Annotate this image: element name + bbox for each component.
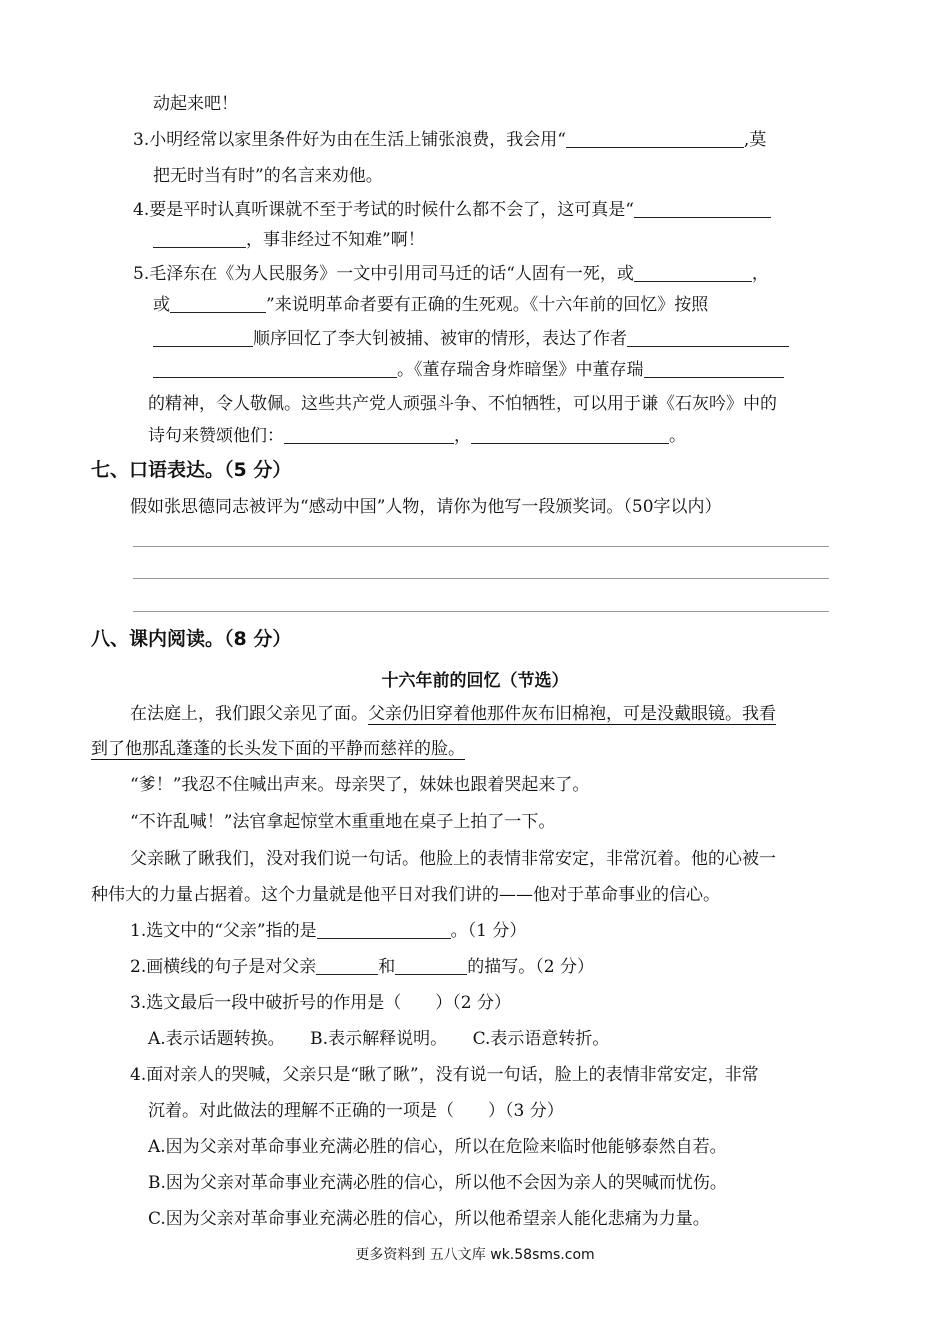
passage-paragraph [130,702,776,726]
question-5-cont [148,424,686,448]
answer-blank[interactable] [471,425,669,444]
question-text: ， [454,426,471,446]
question-text: 和 [378,957,396,977]
passage-paragraph-cont [91,737,465,761]
answer-blank[interactable] [644,359,784,378]
answer-blank[interactable] [316,956,378,975]
option-c: C.因为父亲对革命事业充满必胜的信心，所以他希望亲人能化悲痛为力量。 [148,1209,710,1229]
question-text: ,莫 [743,130,767,150]
question-text: ，事非经过不知难”啊！ [246,230,425,250]
question-5-cont [153,293,708,317]
passage-paragraph: 父亲瞅了瞅我们，没对我们说一句话。他脸上的表情非常安定，非常沉着。他的心被一 [130,849,776,869]
question-text: 顺序回忆了李大钊被捕、被审的情形，表达了作者 [253,329,627,349]
section-8-heading: 八、课内阅读。（8 分） [91,628,292,650]
text-line: 动起来吧！ [153,94,238,114]
answer-blank[interactable] [627,328,789,347]
question-text: 5.毛泽东在《为人民服务》一文中引用司马迁的话“人固有一死，或 [133,264,634,284]
reading-question-4-cont: 沉着。对此做法的理解不正确的一项是（ ）（3 分） [148,1101,564,1121]
question-text: 1.选文中的“父亲”指的是 [130,921,317,941]
answer-blank[interactable] [634,263,752,282]
question-text: ， [751,264,769,284]
answer-blank[interactable] [395,956,467,975]
passage-paragraph: “爹！”我忍不住喊出声来。母亲哭了，妹妹也跟着哭起来了。 [130,775,590,795]
question-5-cont [153,327,789,351]
underlined-sentence: 到了他那乱蓬蓬的长头发下面的平静而慈祥的脸。 [91,739,465,759]
underlined-sentence: 父亲仍旧穿着他那件灰布旧棉袍，可是没戴眼镜。我看 [368,704,776,724]
question-text: 4.要是平时认真听课就不至于考试的时候什么都不会了，这可真是“ [133,200,634,220]
option-a: A.因为父亲对革命事业充满必胜的信心，所以在危险来临时他能够泰然自若。 [148,1137,727,1157]
section-7-prompt: 假如张思德同志被评为“感动中国”人物，请你为他写一段颁奖词。（50字以内） [130,497,722,517]
question-text: 或 [153,295,170,315]
question-text: ”来说明革命者要有正确的生死观。《十六年前的回忆》按照 [266,295,709,315]
question-text: 。《董存瑞舍身炸暗堡》中董存瑞 [397,360,644,380]
reading-question-2 [130,955,594,979]
passage-paragraph: “不许乱喊！”法官拿起惊堂木重重地在桌子上拍了一下。 [130,812,556,832]
question-text: 3.小明经常以家里条件好为由在生活上铺张浪费，我会用“ [133,130,566,150]
question-text: 的描写。（2 分） [467,957,594,977]
passage-paragraph-cont: 种伟大的力量占据着。这个力量就是他平日对我们讲的——他对于革命事业的信心。 [91,885,720,905]
writing-line[interactable] [133,611,829,612]
question-3-options: A.表示话题转换。 B.表示解释说明。 C.表示语意转折。 [148,1029,610,1049]
question-3 [133,128,766,152]
passage-title: 十六年前的回忆（节选） [381,671,569,691]
answer-blank[interactable] [153,328,253,347]
section-7-heading: 七、口语表达。（5 分） [91,459,292,481]
option-b: B.因为父亲对革命事业充满必胜的信心，所以他不会因为亲人的哭喊而忧伤。 [148,1173,727,1193]
writing-line[interactable] [133,546,829,547]
question-5 [133,262,769,286]
question-4 [133,198,771,222]
passage-text: 在法庭上，我们跟父亲见了面。 [130,704,368,724]
text-line: 把无时当有时”的名言来劝他。 [153,166,383,186]
answer-blank[interactable] [153,359,397,378]
question-text: 。 [669,426,686,446]
reading-question-3: 3.选文最后一段中破折号的作用是（ ）（2 分） [130,993,511,1013]
reading-question-4: 4.面对亲人的哭喊，父亲只是“瞅了瞅”，没有说一句话，脸上的表情非常安定，非常 [130,1065,759,1085]
question-text: 2.画横线的句子是对父亲 [130,957,317,977]
question-4-cont [153,228,425,252]
footer-source: 更多资料到 五八文库 wk.58sms.com [355,1247,595,1263]
question-text: 诗句来赞颂他们： [148,426,284,446]
question-5-cont [153,358,784,382]
reading-question-1 [130,919,526,943]
question-text: 。（1 分） [450,921,527,941]
writing-line[interactable] [133,578,829,579]
answer-blank[interactable] [566,129,744,148]
answer-blank[interactable] [153,229,246,248]
answer-blank[interactable] [284,425,454,444]
answer-blank[interactable] [317,920,451,939]
answer-blank[interactable] [170,294,266,313]
question-5-cont: 的精神，令人敬佩。这些共产党人顽强斗争、不怕牺牲，可以用于谦《石灰吟》中的 [148,394,777,414]
answer-blank[interactable] [634,199,771,218]
